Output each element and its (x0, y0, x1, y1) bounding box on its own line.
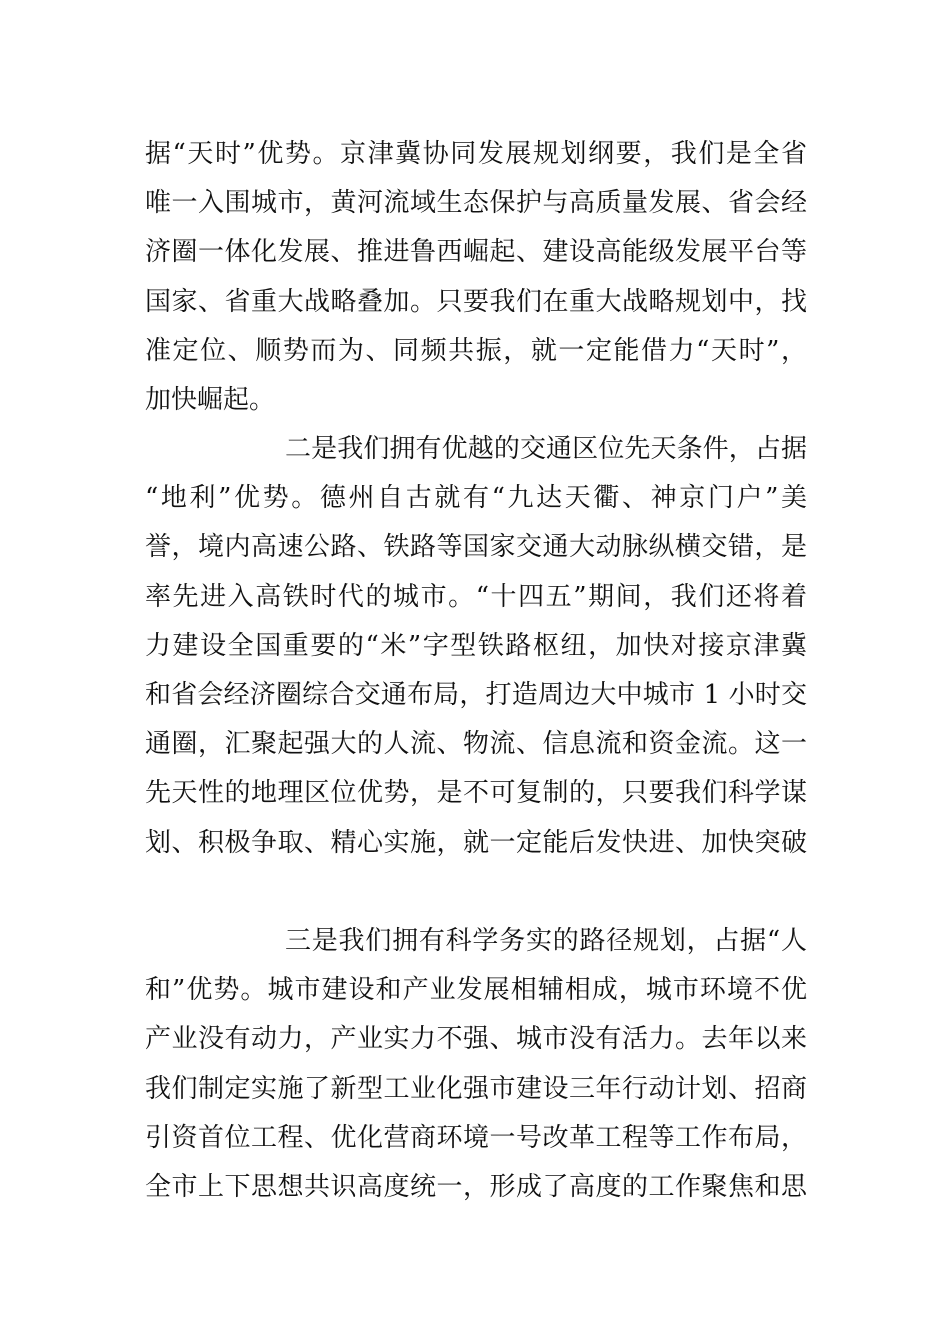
paragraph-line: 通圈，汇聚起强大的人流、物流、信息流和资金流。这一 (145, 729, 807, 760)
paragraph-line: 力建设全国重要的“米”字型铁路枢纽，加快对接京津冀 (145, 630, 807, 661)
paragraph-renhe (145, 917, 807, 1212)
paragraph-line: 三是我们拥有科学务实的路径规划，占据“人 (285, 926, 807, 956)
paragraph-line: 据“天时”优势。京津冀协同发展规划纲要，我们是全省 (145, 139, 807, 169)
paragraph-line: 准定位、顺势而为、同频共振，就一定能借力“天时”， (145, 335, 807, 366)
paragraph-line: 二是我们拥有优越的交通区位先天条件，占据 (285, 434, 807, 464)
paragraph-line: 国家、省重大战略叠加。只要我们在重大战略规划中，找 (145, 286, 807, 317)
paragraph-dili (145, 425, 807, 868)
paragraph-line: 划、积极争取、精心实施，就一定能后发快进、加快突破 (145, 827, 807, 858)
paragraph-line: 加快崛起。 (145, 384, 276, 415)
paragraph-line: 和省会经济圈综合交通布局，打造周边大中城市 1 小时交 (145, 679, 807, 710)
paragraph-line: “地利”优势。德州自古就有“九达天衢、神京门户”美 (145, 483, 807, 514)
paragraph-line: 和”优势。城市建设和产业发展相辅相成，城市环境不优 (145, 975, 807, 1006)
paragraph-line: 率先进入高铁时代的城市。“十四五”期间，我们还将着 (145, 581, 807, 612)
paragraph-line: 引资首位工程、优化营商环境一号改革工程等工作布局， (145, 1122, 807, 1153)
paragraph-line: 我们制定实施了新型工业化强市建设三年行动计划、招商 (145, 1073, 807, 1104)
paragraph-line: 产业没有动力，产业实力不强、城市没有活力。去年以来 (145, 1024, 807, 1055)
paragraph-line: 全市上下思想共识高度统一，形成了高度的工作聚焦和思 (145, 1171, 807, 1202)
paragraph-line: 唯一入围城市，黄河流域生态保护与高质量发展、省会经 (145, 188, 807, 219)
paragraph-line: 济圈一体化发展、推进鲁西崛起、建设高能级发展平台等 (145, 237, 807, 268)
paragraph-tianshi (145, 130, 807, 425)
paragraph-line: 先天性的地理区位优势，是不可复制的，只要我们科学谋 (145, 778, 807, 809)
paragraph-line: 誉，境内高速公路、铁路等国家交通大动脉纵横交错，是 (145, 532, 807, 563)
